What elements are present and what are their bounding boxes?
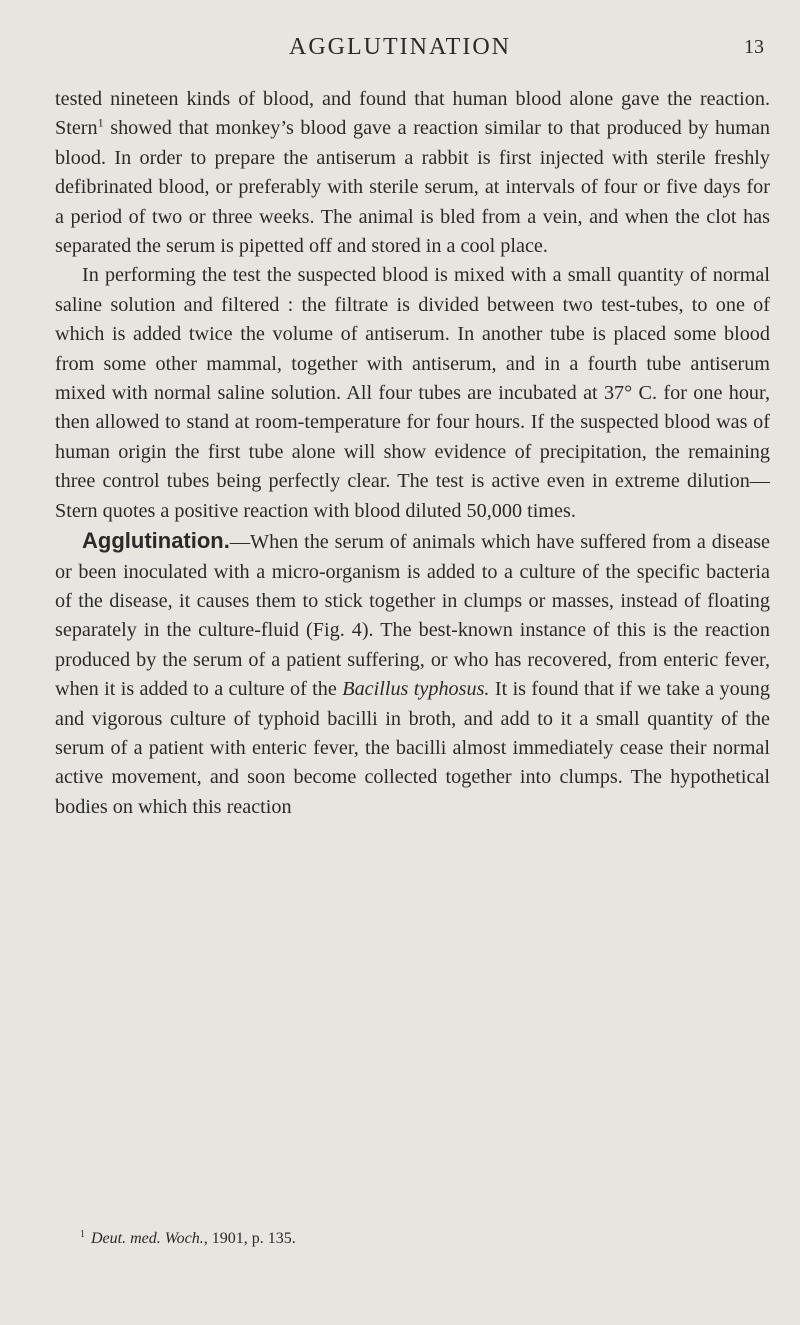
footnote-reference[interactable]: 1 (97, 115, 104, 130)
footnote (80, 1229, 296, 1249)
section-heading-agglutination: Agglutination. (82, 528, 230, 554)
paragraph-1 (55, 85, 770, 261)
footnote-citation: 1901, p. 135. (207, 1230, 296, 1247)
footnote-journal: Deut. med. Woch., (91, 1230, 208, 1247)
running-title: AGGLUTINATION (289, 34, 511, 60)
paragraph-1-text-a: tested nineteen kinds of blood, and found that human blood alone gave the reaction. Stern (55, 88, 770, 140)
page-number: 13 (744, 36, 764, 58)
running-header (0, 34, 800, 68)
paragraph-3-text-a: —When the serum of animals which have suffered from a disease or been inoculated with a micro-organism is added to a culture of the specific bacteria of the disease, it causes them to stick together in clumps or masses, instead of floating separately in the culture-fluid (Fig. 4). The best-known instance of this is the reaction produced by the serum of a patient suffering, or who has recovered, from enteric fever, when it is added to a culture of the (55, 531, 770, 701)
paragraph-3-text-b: It is found that if we take a young and vigorous culture of typhoid bacilli in broth, and add to it a small quantity of the serum of a patient with enteric fever, the bacilli almost immediately cease their normal active movement, and soon become collected together into clumps. The hypothetical bodies on which this reaction (55, 678, 770, 818)
paragraph-3 (55, 526, 770, 822)
paragraph-2: In performing the test the suspected blood is mixed with a small quantity of normal saline solution and filtered : the filtrate is divided between two test-tubes, to one of which is added twice the volume of antiserum. In another tube is placed some blood from some other mammal, together with antiserum, and in a fourth tube antiserum mixed with normal saline solution. All four tubes are incubated at 37° C. for one hour, then allowed to stand at room-temperature for four hours. If the suspected blood was of human origin the first tube alone will show evidence of precipitation, the remaining three control tubes being perfectly clear. The test is active even in extreme dilution—Stern quotes a positive reaction with blood diluted 50,000 times. (55, 264, 770, 522)
species-name: Bacillus typhosus. (342, 678, 490, 701)
paragraph-1-text-b: showed that monkey’s blood gave a reaction similar to that produced by human blood. In order to prepare the antiserum a rabbit is first injected with sterile freshly defibrinated blood, or preferably with sterile serum, at intervals of four or five days for a period of two or three weeks. The animal is bled from a vein, and when the clot has separated the serum is pipetted off and stored in a cool place. (55, 117, 770, 258)
footnote-number: 1 (80, 1228, 85, 1240)
body-text (55, 85, 770, 822)
